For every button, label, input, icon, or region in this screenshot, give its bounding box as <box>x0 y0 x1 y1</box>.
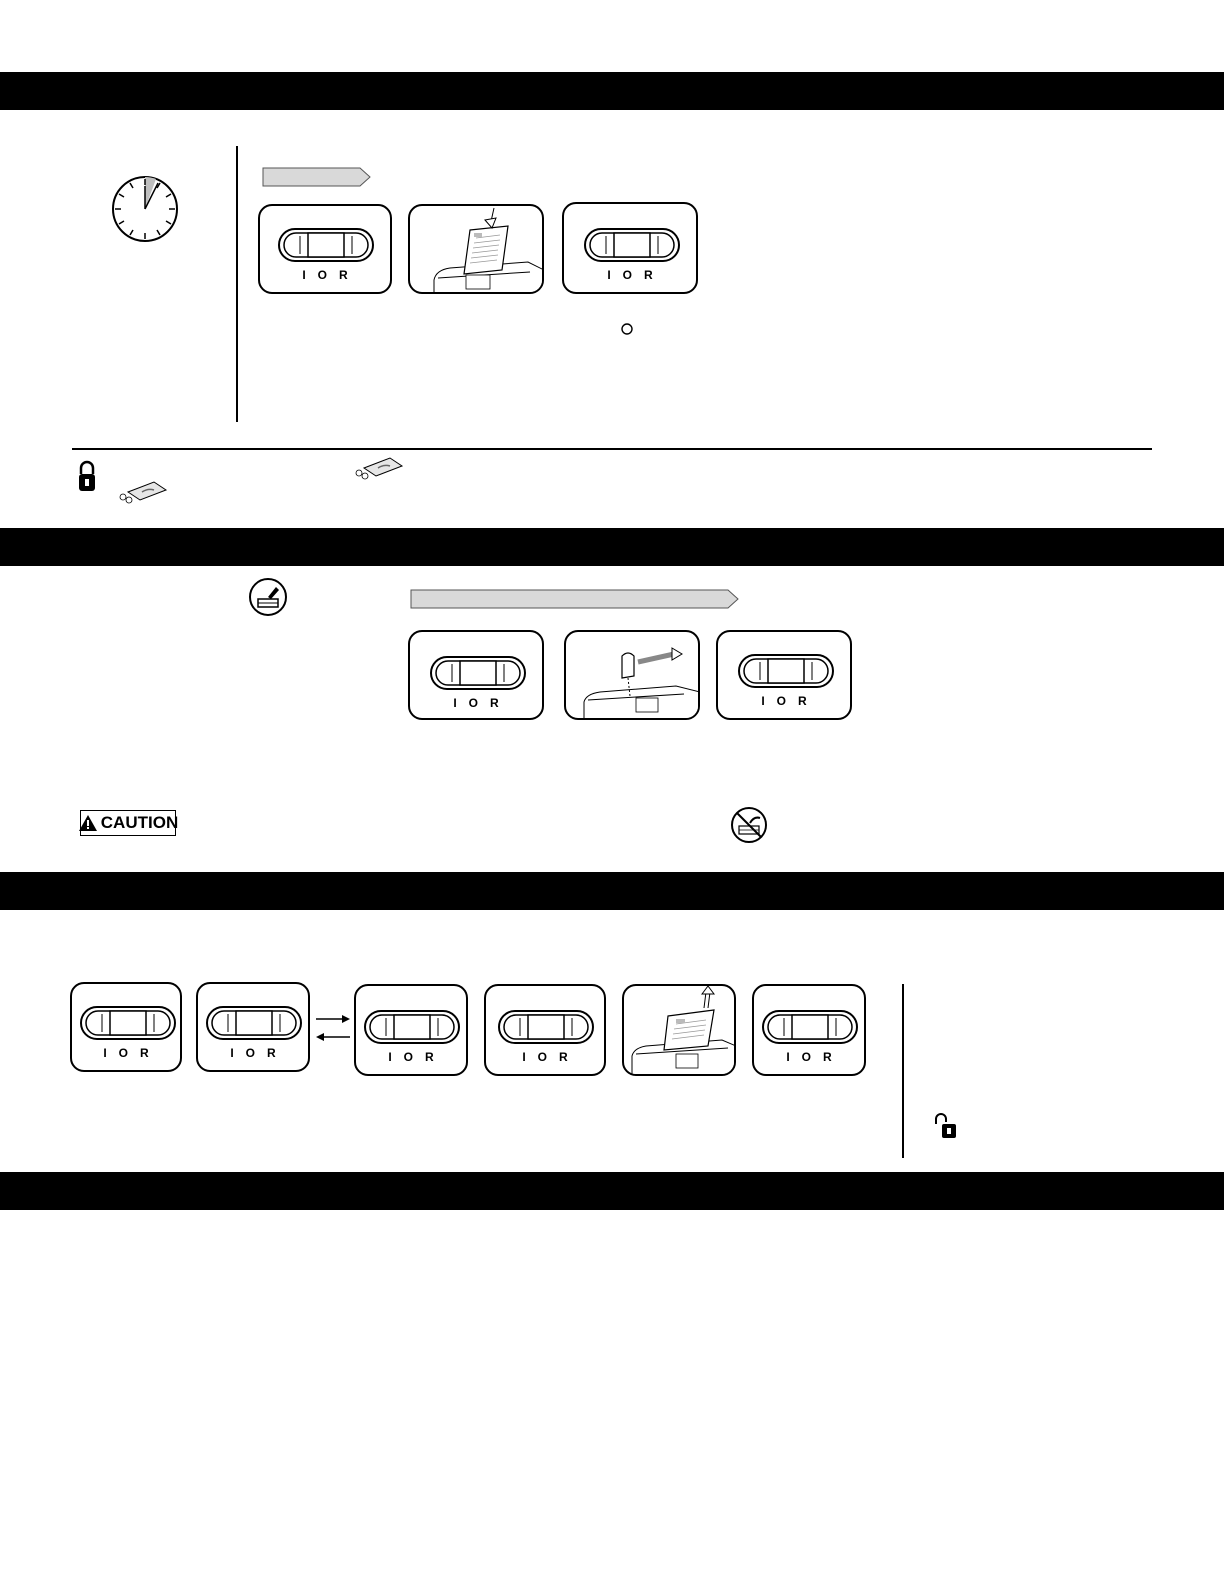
switch-labels <box>718 694 850 708</box>
switch-label-on: I <box>103 1046 119 1060</box>
rocker-switch-icon <box>498 1010 594 1044</box>
switch-labels <box>754 1050 864 1064</box>
shredder-reverse-illustration <box>624 986 736 1076</box>
section-header-band-2 <box>0 528 1224 566</box>
switch-label-off: O <box>245 1046 267 1060</box>
switch-label-reverse: R <box>490 696 511 710</box>
switch-label-reverse: R <box>798 694 819 708</box>
switch-label-on: I <box>230 1046 246 1060</box>
switch-labels <box>356 1050 466 1064</box>
switch-label-off: O <box>801 1050 823 1064</box>
switch-label-reverse: R <box>339 268 360 282</box>
switch-labels <box>564 268 696 282</box>
switch-panel <box>752 984 866 1076</box>
toggle-arrows-icon <box>314 1010 352 1051</box>
rocker-switch-icon <box>738 654 834 688</box>
switch-label-reverse: R <box>823 1050 844 1064</box>
vertical-divider <box>902 984 904 1158</box>
oil-sheet-icon <box>354 456 404 485</box>
oil-shredder-icon <box>248 577 288 622</box>
switch-label-reverse: R <box>140 1046 161 1060</box>
switch-label-reverse: R <box>559 1050 580 1064</box>
rocker-switch-icon <box>364 1010 460 1044</box>
switch-panel <box>562 202 698 294</box>
switch-panel <box>716 630 852 720</box>
no-oil-icon <box>730 806 768 849</box>
switch-label-reverse: R <box>425 1050 446 1064</box>
caution-label: CAUTION <box>100 813 179 832</box>
step-arrow <box>410 589 740 614</box>
switch-labels <box>198 1046 308 1060</box>
section-header-band-3 <box>0 872 1224 910</box>
switch-panel <box>408 630 544 720</box>
rocker-switch-icon <box>206 1006 302 1040</box>
rocker-switch-icon <box>80 1006 176 1040</box>
switch-label-on: I <box>522 1050 538 1064</box>
switch-label-on: I <box>761 694 777 708</box>
switch-label-on: I <box>453 696 469 710</box>
step-arrow <box>262 167 372 192</box>
oil-sheet-icon <box>118 480 168 509</box>
switch-label-reverse: R <box>644 268 665 282</box>
feed-paper-panel <box>408 204 544 294</box>
unlock-icon <box>934 1112 958 1145</box>
switch-label-reverse: R <box>267 1046 288 1060</box>
switch-labels <box>260 268 390 282</box>
warning-triangle-icon <box>78 814 98 832</box>
switch-label-on: I <box>607 268 623 282</box>
switch-labels <box>486 1050 604 1064</box>
rocker-switch-icon <box>584 228 680 262</box>
section-header-band-1 <box>0 72 1224 110</box>
oil-application-panel <box>564 630 700 720</box>
section-header-band-4 <box>0 1172 1224 1210</box>
switch-labels <box>72 1046 180 1060</box>
rocker-switch-icon <box>762 1010 858 1044</box>
switch-label-off: O <box>317 268 339 282</box>
clock-icon <box>110 174 180 249</box>
switch-panel <box>258 204 392 294</box>
power-off-circle-icon <box>621 322 633 340</box>
switch-label-off: O <box>622 268 644 282</box>
rocker-switch-icon <box>430 656 526 690</box>
remove-paper-panel <box>622 984 736 1076</box>
vertical-divider <box>236 146 238 422</box>
switch-panel <box>354 984 468 1076</box>
shredder-oil-illustration <box>566 632 700 720</box>
switch-label-on: I <box>302 268 318 282</box>
switch-label-on: I <box>388 1050 404 1064</box>
switch-panel <box>70 982 182 1072</box>
switch-label-off: O <box>403 1050 425 1064</box>
rocker-switch-icon <box>278 228 374 262</box>
switch-labels <box>410 696 542 710</box>
caution-badge <box>80 810 179 836</box>
switch-label-on: I <box>786 1050 802 1064</box>
switch-label-off: O <box>118 1046 140 1060</box>
switch-label-off: O <box>537 1050 559 1064</box>
lock-icon <box>78 460 96 497</box>
shredder-feed-illustration <box>410 206 544 294</box>
switch-label-off: O <box>776 694 798 708</box>
horizontal-rule <box>72 448 1152 450</box>
switch-panel <box>196 982 310 1072</box>
switch-label-off: O <box>468 696 490 710</box>
switch-panel <box>484 984 606 1076</box>
